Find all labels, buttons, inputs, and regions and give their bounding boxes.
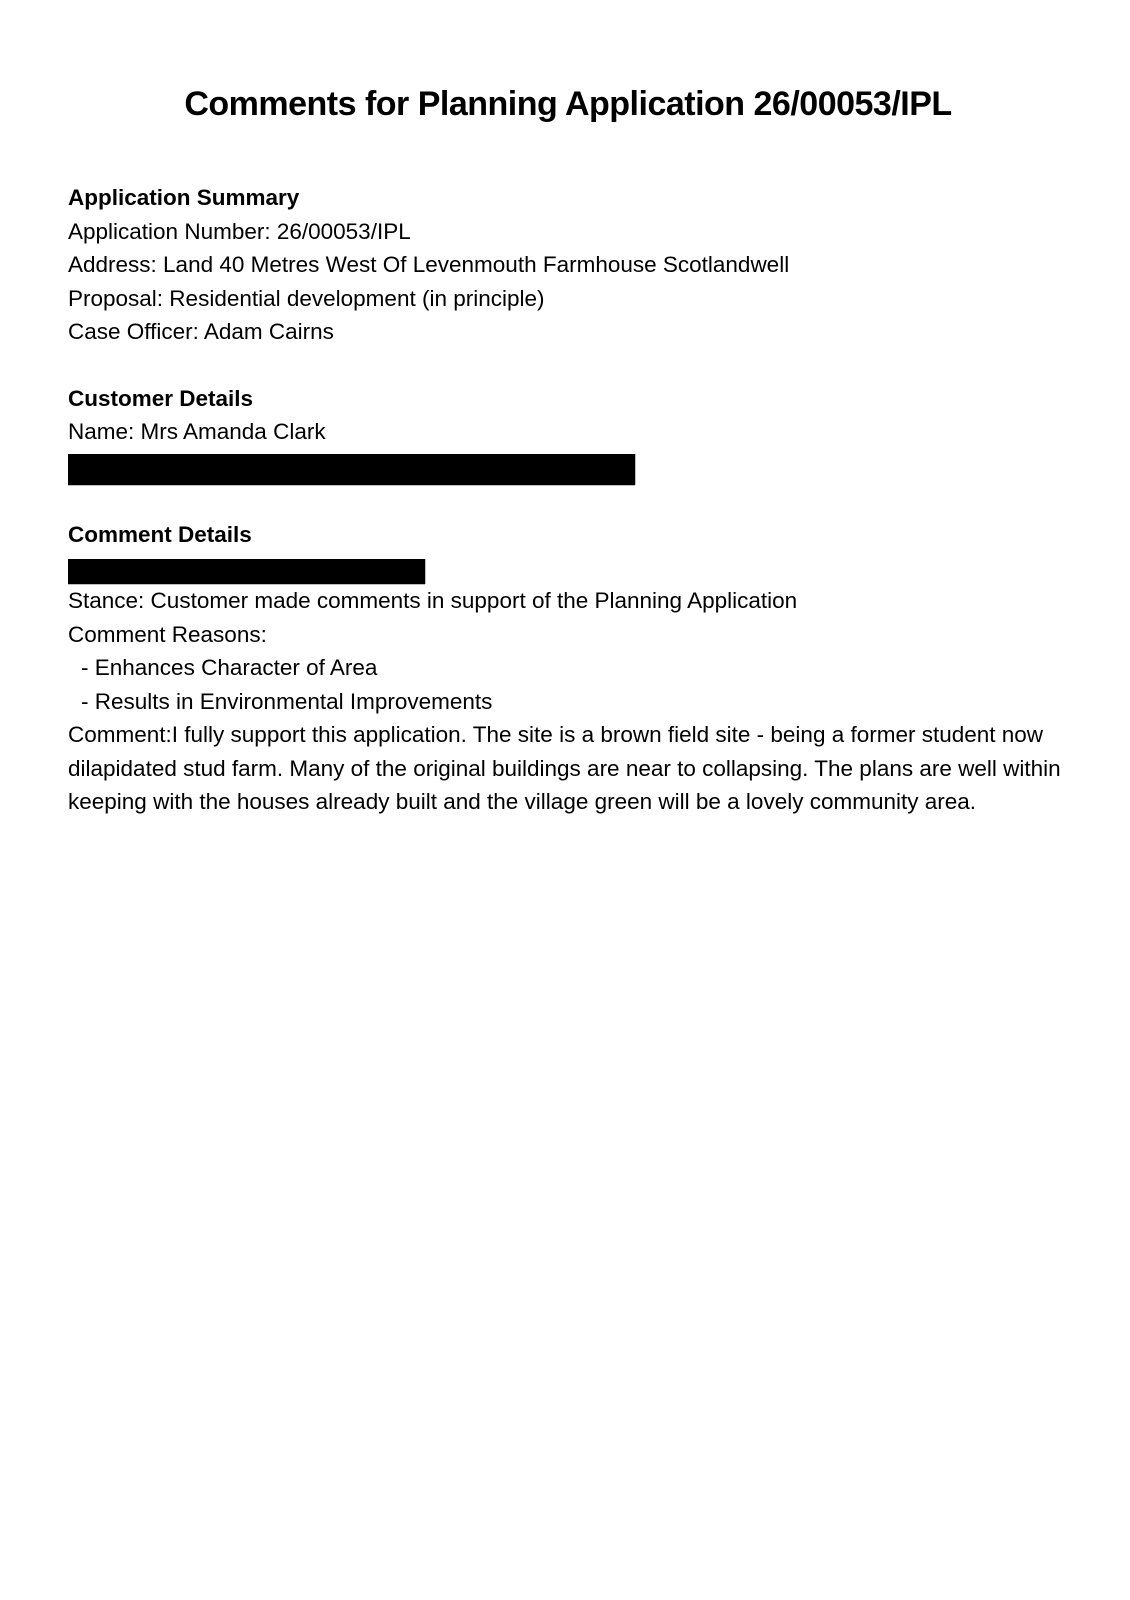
comment-reason-item: - Results in Environmental Improvements bbox=[81, 688, 493, 714]
customer-details-heading: Customer Details bbox=[68, 385, 254, 411]
comment-details-section bbox=[68, 518, 1068, 819]
application-summary-section bbox=[68, 181, 1068, 349]
case-officer-line: Case Officer: Adam Cairns bbox=[68, 319, 334, 344]
proposal-line: Proposal: Residential development (in principle) bbox=[68, 285, 545, 311]
comment-text: Comment:I fully support this application. The site is a brown field site - being a former student now dilapidated stud farm. Many of the original buildings are near to collapsing. The plans are well within keeping with the houses already built and the village green will be a lovely community area. bbox=[68, 722, 1061, 814]
comment-reasons-label: Comment Reasons: bbox=[68, 621, 267, 647]
comment-reason-item: - Enhances Character of Area bbox=[81, 655, 378, 680]
application-summary-heading: Application Summary bbox=[68, 185, 300, 210]
customer-name-line: Name: Mrs Amanda Clark bbox=[68, 419, 326, 444]
page-title: Comments for Planning Application 26/00053/IPL bbox=[184, 85, 952, 123]
comment-details-heading: Comment Details bbox=[68, 521, 252, 547]
redacted-comment-info-bar bbox=[68, 559, 425, 584]
customer-details-section bbox=[68, 382, 1068, 485]
redacted-customer-info-bar bbox=[68, 454, 635, 485]
address-line: Address: Land 40 Metres West Of Levenmouth Farmhouse Scotlandwell bbox=[68, 252, 790, 277]
stance-line: Stance: Customer made comments in support of the Planning Application bbox=[68, 588, 798, 613]
application-number-line: Application Number: 26/00053/IPL bbox=[68, 218, 411, 244]
